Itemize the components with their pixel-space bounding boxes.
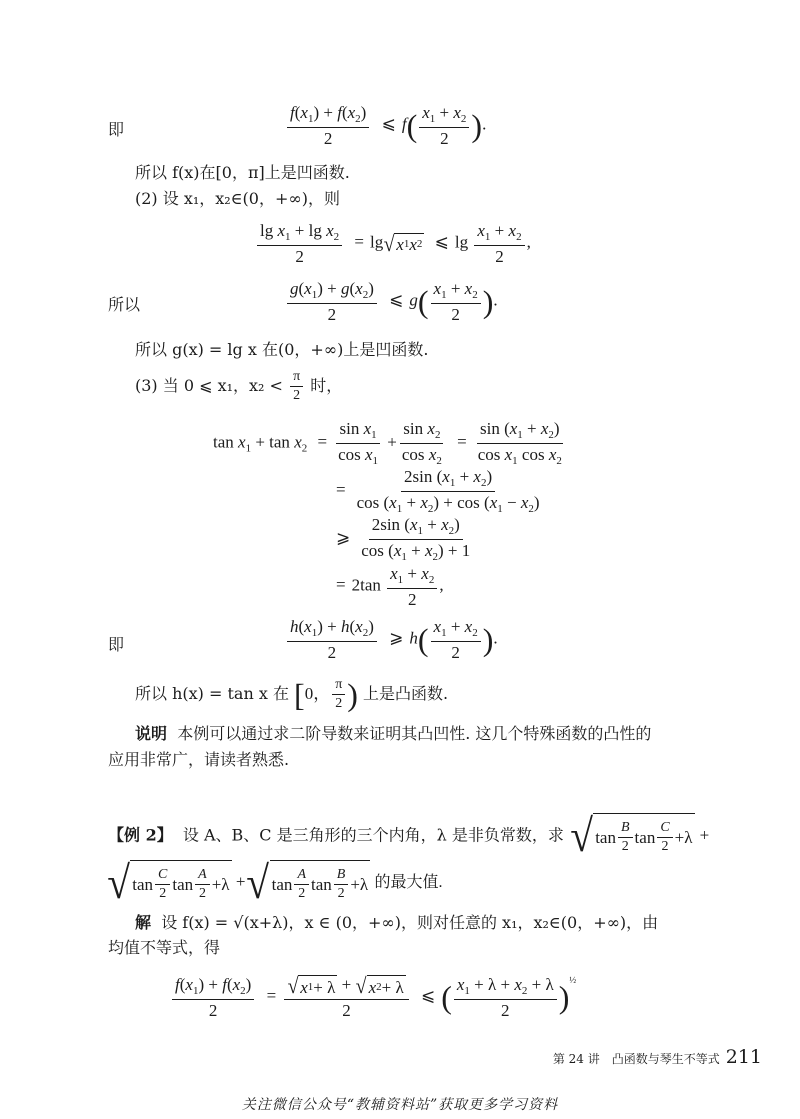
example-2-line-2: √ tan $\frac{C}{2}$ tan $\frac{A}{2}$ +λ + √ tan $\frac{A}{2}$ tan $\frac{B}{2}$ +λ 的最大值. — [107, 857, 443, 908]
label-example-2: 【例 2】 — [108, 825, 173, 845]
label-suoyi-1: 所以 — [108, 295, 141, 314]
line-h-convex: 所以 h(x) = tan x 在 [0， $\frac{\pi}{2}$ ) 上是凸函数. — [135, 676, 449, 713]
part-2-intro: (2) 设 x₁，x₂∈(0，+∞)，则 — [135, 189, 340, 208]
solution-line-1 — [135, 915, 658, 931]
formula-sqrt-inequality: $\frac{f(x_1) + f(x_2)}{2}$ = √ x 1 + λ + √ x 2 + λ 2 ⩽ ( $\frac{x_1 + \lambda + x_2 + \lambda}{2}$ )$^{\frac{1}{2}}$ — [170, 975, 576, 1019]
part-3-end: 时， — [310, 376, 343, 395]
note-body-1: 本例可以通过求二阶导数来证明其凸凹性. 这几个特殊函数的凸性的 — [177, 724, 652, 743]
note-paragraph-line-2: 应用非常广，请读者熟悉. — [108, 750, 290, 769]
page-footer — [553, 1046, 762, 1068]
tan-derivation-step-2: = $\frac{2\sin (x_1 + x_2)}{\cos (x_1 + x_2) + \cos (x_1 - x_2)}$ — [336, 467, 540, 515]
note-paragraph-line-1 — [135, 726, 651, 742]
formula-g-inequality: $\frac{g(x_1) + g(x_2)}{2}$ ⩽ g( $\frac{x_1 + x_2}{2}$ ). — [285, 280, 498, 323]
example-2-end: 的最大值. — [374, 873, 443, 891]
example-2-line-1: 【例 2】 设 A、B、C 是三角形的三个内角，λ 是非负常数，求 √ tan $\frac{B}{2}$ tan $\frac{C}{2}$ +λ + — [108, 810, 710, 861]
line-f-concave: 所以 f(x)在[0，π]上是凹函数. — [135, 163, 350, 182]
page-number: 211 — [725, 1046, 762, 1068]
tan-derivation-step-4: = 2tan $\frac{x_1 + x_2}{2}$ , — [336, 564, 444, 609]
label-ji-2: 即 — [108, 635, 125, 654]
watermark-text: 关注微信公众号“教辅资料站”获取更多学习资料 — [241, 1097, 559, 1113]
footer-chapter: 第 24 讲 凸函数与琴生不等式 — [552, 1052, 720, 1066]
label-shuoming: 说明 — [135, 724, 168, 743]
tan-derivation-step-3: ⩾ $\frac{2\sin (x_1 + x_2)}{\cos (x_1 + x_2) + 1}$ — [336, 515, 471, 563]
tan-derivation-step-1: $\tan x_1 + \tan x_2$ = $\frac{\sin x_1}{\cos x_1}$ + $\frac{\sin x_2}{\cos x_2}$ = $\frac{\sin (x_1 + x_2)}{\cos x_1 \cos x_2}$ — [213, 419, 562, 467]
formula-h-inequality: $\frac{h(x_1) + h(x_2)}{2}$ ⩾ h( $\frac{x_1 + x_2}{2}$ ). — [285, 618, 498, 661]
solution-line-2: 均值不等式，得 — [108, 938, 221, 957]
line-h-convex-end: 上是凸函数. — [363, 684, 449, 703]
formula-f-inequality: $\frac{f(x_1) + f(x_2)}{2}$ ⩽ f( $\frac{x_1 + x_2}{2}$ ). — [285, 104, 486, 147]
formula-lg: $\frac{\lg x_1 + \lg x_2}{2}$ = lg √ x 1 x 2 ⩽ lg $\frac{x_1 + x_2}{2}$ , — [255, 222, 531, 265]
label-jie: 解 — [135, 913, 152, 932]
line-g-concave: 所以 g(x) = lg x 在(0，+∞)上是凹函数. — [135, 340, 429, 359]
label-ji-1: 即 — [108, 120, 125, 139]
example-2-body: 设 A、B、C 是三角形的三个内角，λ 是非负常数，求 — [182, 825, 564, 845]
part-3-intro: (3) 当 0 ⩽ x₁，x₂ < $\frac{\pi}{2}$ 时， — [135, 369, 343, 403]
line-h-convex-text: 所以 h(x) = tan x 在 — [135, 684, 289, 703]
solution-body-1: 设 f(x) = √(x+λ)，x ∈ (0，+∞)，则对任意的 x₁，x₂∈(0，+∞)，由 — [161, 913, 659, 932]
part-3-text: (3) 当 0 ⩽ x₁，x₂ < — [135, 376, 283, 395]
